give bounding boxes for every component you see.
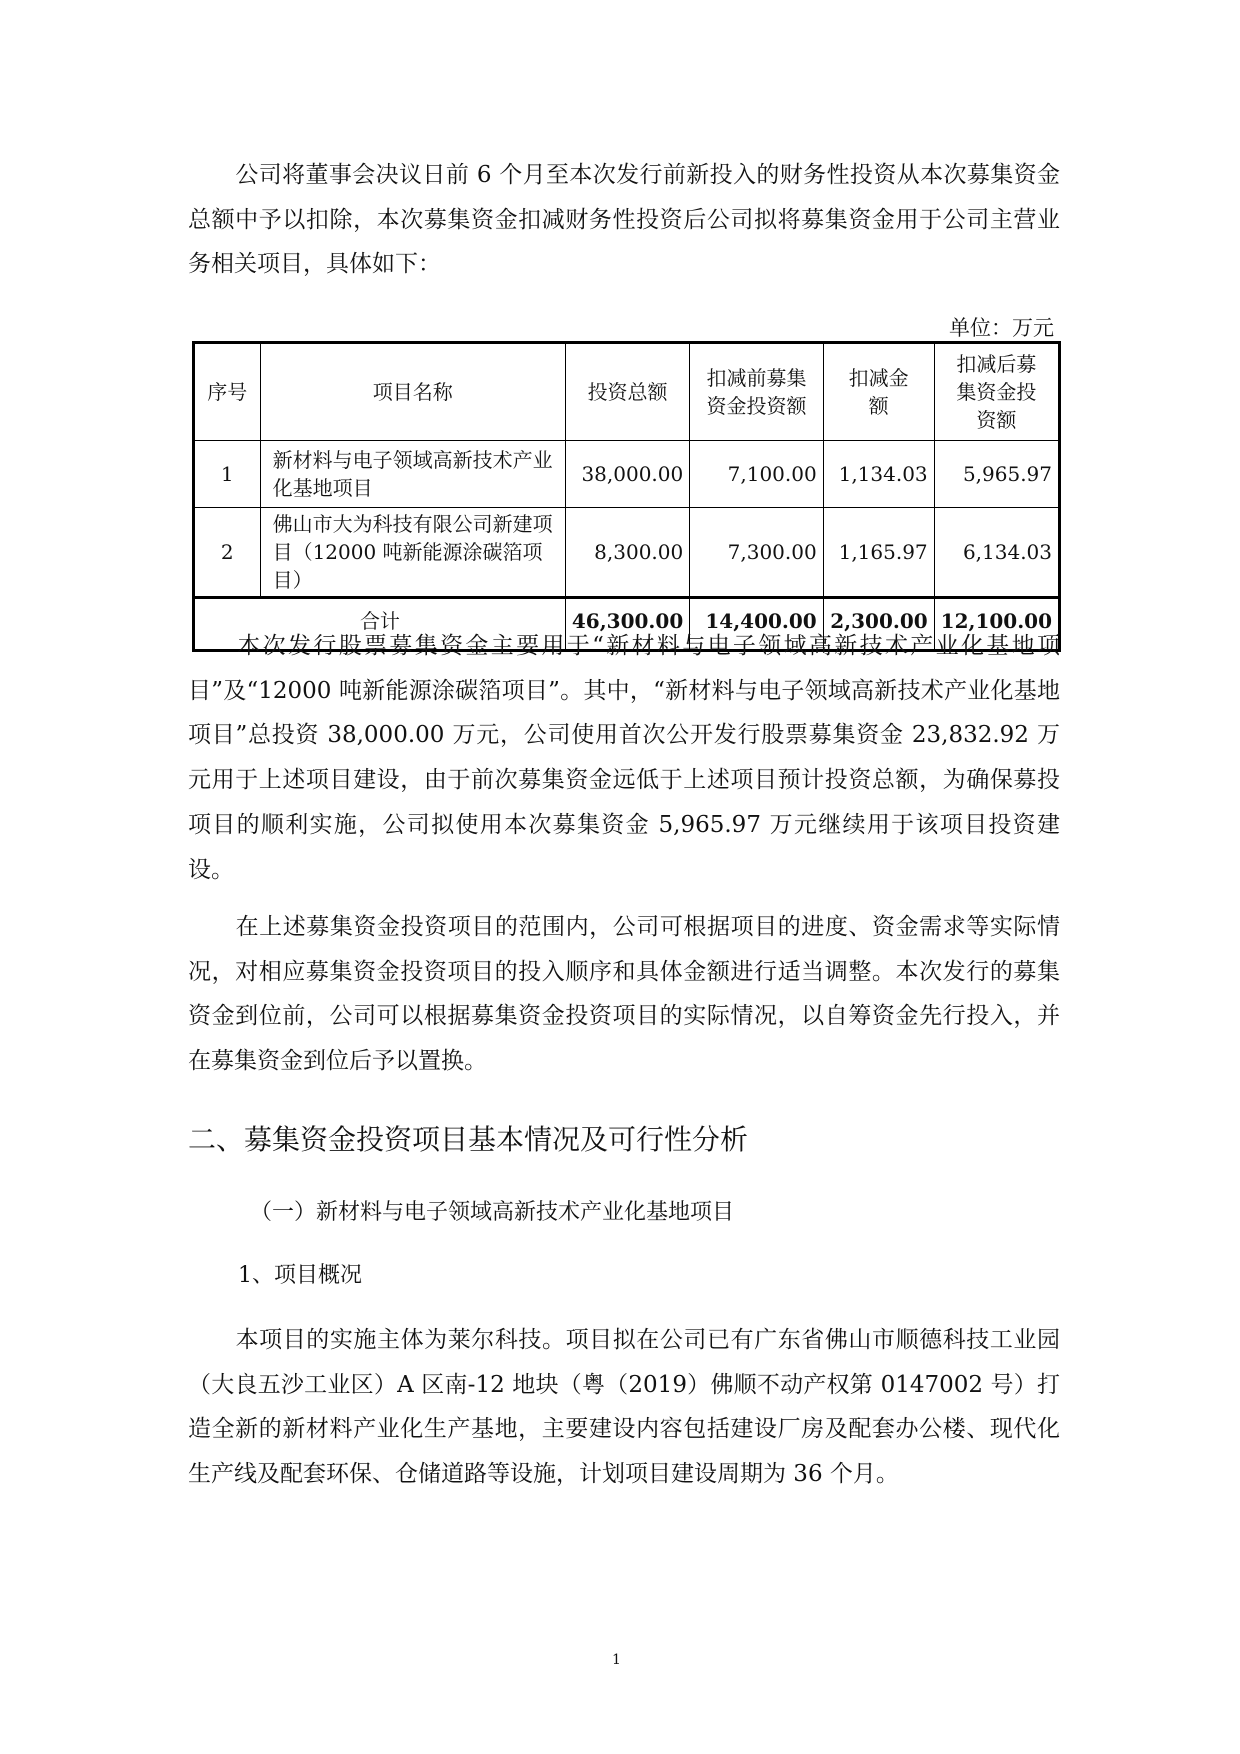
cell: 12,100.00 [934,598,1059,651]
cell: 7,100.00 [690,441,823,508]
table-row [194,441,1060,508]
cell: 7,300.00 [690,508,823,598]
cell: 2 [194,508,261,598]
cell: 14,400.00 [690,598,823,651]
table-header-row [194,343,1060,441]
table-row [194,508,1060,598]
cell: 佛山市大为科技有限公司新建项目（12000 吨新能源涂碳箔项目） [260,508,565,598]
header-cell: 扣减后募集资金投资额 [934,343,1059,441]
header-cell: 扣减金额 [823,343,934,441]
intro-paragraph [188,153,1060,287]
header-cell: 项目名称 [260,343,565,441]
body-paragraph [188,905,1060,1084]
cell: 2,300.00 [823,598,934,651]
header-cell: 序号 [194,343,261,441]
page-number: 1 [612,1652,621,1668]
cell: 1,165.97 [823,508,934,598]
item-heading: 1、项目概况 [238,1263,362,1288]
body-paragraph [188,624,1060,892]
section-heading: 二、募集资金投资项目基本情况及可行性分析 [188,1123,749,1156]
cell: 46,300.00 [565,598,689,651]
cell: 38,000.00 [565,441,689,508]
cell: 1 [194,441,261,508]
paragraph-text: 在上述募集资金投资项目的范围内，公司可根据项目的进度、资金需求等实际情况，对相应募集资金投资项目的投入顺序和具体金额进行适当调整。本次发行的募集资金到位前，公司可以根据募集资金投资项目的实际情况，以自筹资金先行投入，并在募集资金到位后予以置换。 [188,914,1060,1075]
cell: 8,300.00 [565,508,689,598]
subsection-heading: （一）新材料与电子领域高新技术产业化基地项目 [250,1200,735,1225]
paragraph-text: 本项目的实施主体为莱尔科技。项目拟在公司已有广东省佛山市顺德科技工业园（大良五沙工业区）A 区南-12 地块（粤（2019）佛顺不动产权第 0147002 号）打造全新的新材料产业化生产基地，主要建设内容包括建设厂房及配套办公楼、现代化生产线及配套环保、仓储道路等设施，计划项目建设周期为 36 个月。 [188,1327,1060,1488]
cell: 5,965.97 [934,441,1059,508]
cell: 新材料与电子领域高新技术产业化基地项目 [260,441,565,508]
header-cell: 扣减前募集资金投资额 [690,343,823,441]
funding-table [192,341,1061,652]
paragraph-text: 本次发行股票募集资金主要用于“新材料与电子领域高新技术产业化基地项目”及“12000 吨新能源涂碳箔项目”。其中，“新材料与电子领域高新技术产业化基地项目”总投资 38,000.00 万元，公司使用首次公开发行股票募集资金 23,832.92 万元用于上述项目建设，由于前次募集资金远低于上述项目预计投资总额，为确保募投项目的顺利实施，公司拟使用本次募集资金 5,965.97 万元继续用于该项目投资建设。 [188,633,1060,883]
unit-label: 单位：万元 [949,316,1054,340]
paragraph-text: 公司将董事会决议日前 6 个月至本次发行前新投入的财务性投资从本次募集资金总额中予以扣除，本次募集资金扣减财务性投资后公司拟将募集资金用于公司主营业务相关项目，具体如下： [188,162,1060,278]
cell: 6,134.03 [934,508,1059,598]
total-label: 合计 [194,598,566,651]
body-paragraph [188,1318,1060,1497]
cell: 1,134.03 [823,441,934,508]
header-cell: 投资总额 [565,343,689,441]
